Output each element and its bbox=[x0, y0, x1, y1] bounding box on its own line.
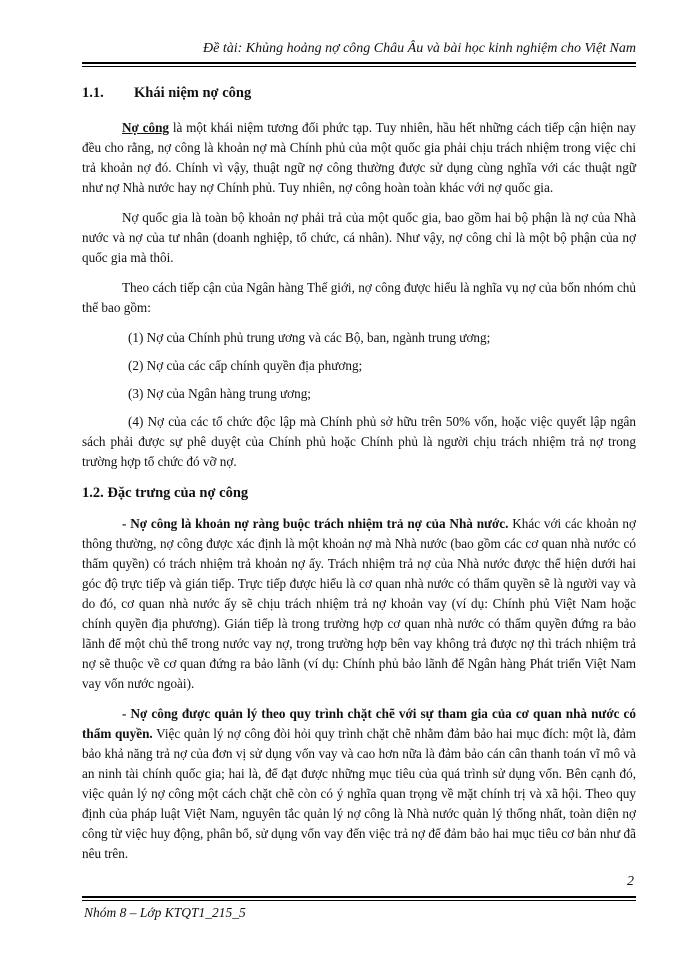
section-heading-1-1 bbox=[82, 82, 636, 104]
paragraph-text: Việc quản lý nợ công đòi hỏi quy trình chặt chẽ nhằm đảm bảo hai mục đích: một là, đảm bảo khả năng trả nợ của đơn vị sử dụng vốn vay và cao hơn nữa là đảm bảo cán cân thanh toán vĩ mô và an ninh tài chính quốc gia; hai là, để đạt được những mục tiêu của quá trình sử dụng vốn. Bên cạnh đó, việc quản lý nợ công một cách chặt chẽ còn có ý nghĩa quan trọng về mặt chính trị và xã hội. Theo quy định của pháp luật Việt Nam, nguyên tắc quản lý nợ công là Nhà nước quản lý thống nhất, toàn diện nợ công từ việc huy động, phân bổ, sử dụng vốn vay đến việc trả nợ để đảm bảo hai mục tiêu cơ bản như đã nêu trên. bbox=[82, 726, 637, 861]
section-title: Khái niệm nợ công bbox=[134, 85, 252, 101]
header-rule bbox=[82, 62, 636, 64]
paragraph-characteristic-2 bbox=[82, 704, 636, 864]
list-item: (1) Nợ của Chính phủ trung ương và các Bộ, ban, ngành trung ương; bbox=[128, 330, 491, 345]
page-number: 2 bbox=[627, 874, 634, 889]
paragraph-definition bbox=[82, 118, 636, 198]
list-item: (4) Nợ của các tổ chức độc lập mà Chính phủ sở hữu trên 50% vốn, hoặc việc quyết lập ngân sách phải được sự phê duyệt của Chính phủ hoặc Chính phủ là người chịu trách nhiệm trả nợ trong trường hợp tổ chức đó vỡ nợ. bbox=[82, 414, 636, 469]
footer-rule bbox=[82, 896, 636, 898]
running-header: Đề tài: Khủng hoảng nợ công Châu Âu và bài học kinh nghiệm cho Việt Nam bbox=[203, 41, 636, 56]
section-number: 1.1. bbox=[82, 85, 104, 101]
paragraph-national-debt: Nợ quốc gia là toàn bộ khoản nợ phải trả của một quốc gia, bao gồm hai bộ phận là nợ của Nhà nước và nợ của tư nhân (doanh nghiệp, tổ chức, cá nhân). Như vậy, nợ công chỉ là một bộ phận của nợ quốc gia mà thôi. bbox=[82, 210, 636, 265]
document-body bbox=[82, 82, 636, 874]
list-item: (3) Nợ của Ngân hàng trung ương; bbox=[128, 386, 311, 401]
bold-lead: - Nợ công là khoản nợ ràng buộc trách nhiệm trả nợ của Nhà nước. bbox=[122, 516, 509, 531]
term-no-cong: Nợ công bbox=[122, 120, 170, 135]
paragraph-characteristic-1 bbox=[82, 514, 636, 694]
footer-group: Nhóm 8 – Lớp KTQT1_215_5 bbox=[84, 905, 246, 920]
section-heading-1-2: 1.2. Đặc trưng của nợ công bbox=[82, 485, 249, 501]
paragraph-world-bank: Theo cách tiếp cận của Ngân hàng Thế giới, nợ công được hiểu là nghĩa vụ nợ của bốn nhóm chủ thể bao gồm: bbox=[82, 280, 636, 315]
bold-lead: - Nợ công được quản lý theo quy trình chặt chẽ với sự tham gia của cơ quan nhà nước có thẩm quyền. bbox=[82, 706, 636, 741]
paragraph-text: Khác với các khoản nợ thông thường, nợ công được xác định là một khoản nợ mà Nhà nước (bao gồm các cơ quan nhà nước có thẩm quyền) có trách nhiệm trả khoản nợ ấy. Trách nhiệm trả nợ của Nhà nước được thể hiện dưới hai góc độ trực tiếp và gián tiếp. Trực tiếp được hiểu là cơ quan nhà nước có thẩm quyền sẽ là người vay và do đó, cơ quan nhà nước ấy sẽ chịu trách nhiệm trả nợ khoản vay (ví dụ: Chính phủ Việt Nam hoặc chính quyền địa phương). Gián tiếp là trong trường hợp cơ quan nhà nước có thẩm quyền đứng ra bảo lãnh để một chủ thể trong nước vay nợ, trong trường hợp bên vay không trả được nợ thì trách nhiệm trả nợ sẽ thuộc về cơ quan đứng ra bảo lãnh (ví dụ: Chính phủ bảo lãnh để Ngân hàng Phát triển Việt Nam vay vốn nước ngoài). bbox=[82, 516, 636, 691]
list-item: (2) Nợ của các cấp chính quyền địa phương; bbox=[128, 358, 363, 373]
paragraph-text: là một khái niệm tương đối phức tạp. Tuy nhiên, hầu hết những cách tiếp cận hiện nay đều cho rằng, nợ công là khoản nợ mà Chính phủ của một quốc gia phải chịu trách nhiệm trong việc chi trả khoản nợ đó. Chính vì vậy, thuật ngữ nợ công thường được sử dụng cùng nghĩa với các thuật ngữ như nợ Nhà nước hay nợ Chính phủ. Tuy nhiên, nợ công hoàn toàn khác với nợ quốc gia. bbox=[82, 120, 636, 195]
